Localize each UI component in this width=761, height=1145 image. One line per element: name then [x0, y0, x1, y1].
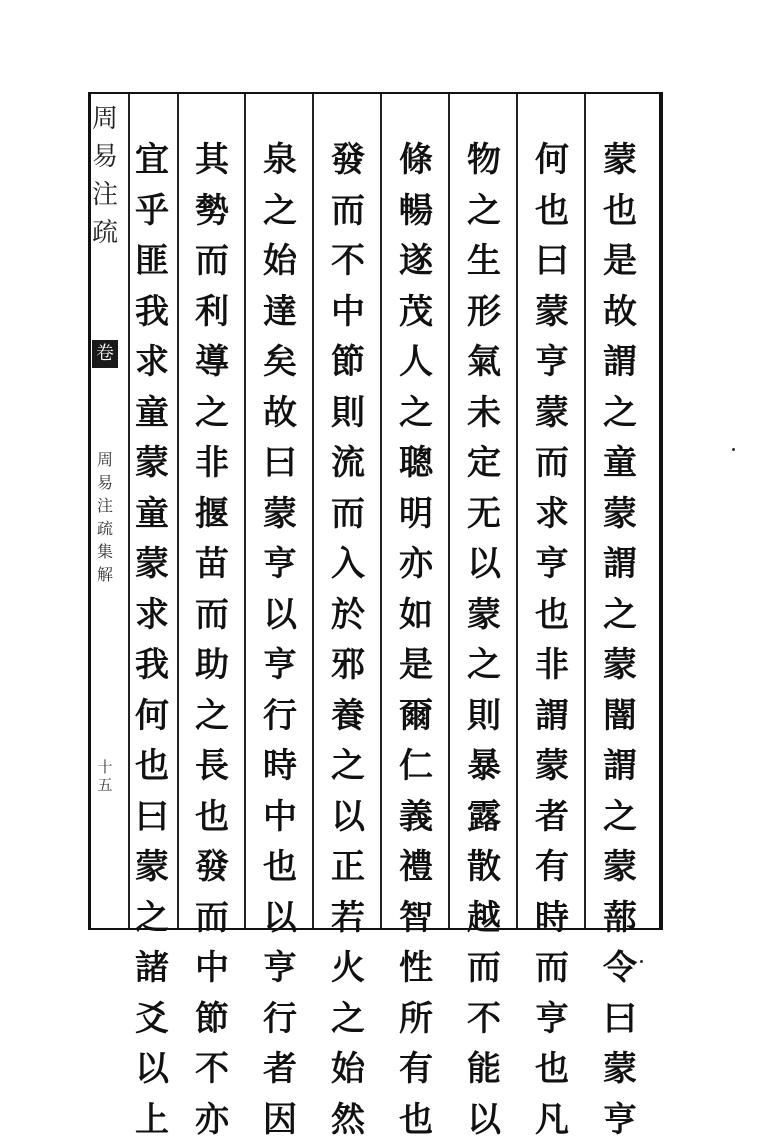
glyph: 而	[535, 943, 569, 994]
glyph: 是	[603, 236, 637, 287]
glyph: 以	[467, 1095, 501, 1145]
glyph: 蒙	[535, 741, 569, 792]
glyph: 故	[603, 287, 637, 338]
glyph: 蒙	[263, 489, 297, 540]
glyph: 以	[135, 1044, 169, 1095]
glyph: 蒙	[603, 489, 637, 540]
glyph: 蒙	[535, 287, 569, 338]
glyph: 也	[535, 1044, 569, 1095]
glyph: 條	[399, 135, 433, 186]
glyph: 亦	[195, 1095, 229, 1145]
glyph: 火	[331, 943, 365, 994]
glyph: 曰	[263, 438, 297, 489]
glyph: 童	[135, 489, 169, 540]
glyph: 蒙	[135, 539, 169, 590]
text-column-5	[319, 135, 377, 925]
glyph: 有	[399, 1044, 433, 1095]
glyph: 者	[535, 792, 569, 843]
glyph: 周	[97, 448, 113, 471]
glyph: 也	[603, 186, 637, 237]
glyph: 五	[97, 776, 112, 794]
glyph: 闇	[603, 691, 637, 742]
glyph: 蒙	[467, 590, 501, 641]
glyph: 形	[467, 287, 501, 338]
glyph: 始	[263, 236, 297, 287]
glyph: 時	[263, 741, 297, 792]
text-column-1	[591, 135, 649, 925]
glyph: 无	[467, 489, 501, 540]
glyph: 而	[195, 893, 229, 944]
glyph: 暴	[467, 741, 501, 792]
glyph: 然	[331, 1095, 365, 1145]
glyph: 解	[97, 563, 113, 586]
glyph: 因	[263, 1095, 297, 1145]
glyph: 生	[467, 236, 501, 287]
glyph: 不	[467, 994, 501, 1045]
page-number	[94, 758, 116, 794]
text-column-6	[251, 135, 309, 925]
glyph: 蒙	[535, 388, 569, 439]
glyph: 邪	[331, 640, 365, 691]
glyph: 茂	[399, 287, 433, 338]
column-divider	[584, 94, 586, 928]
glyph: 之	[467, 640, 501, 691]
glyph: 謂	[603, 539, 637, 590]
text-column-2	[523, 135, 581, 925]
glyph: 故	[263, 388, 297, 439]
glyph: 養	[331, 691, 365, 742]
glyph: 注	[97, 494, 113, 517]
glyph: 乎	[135, 186, 169, 237]
glyph: 助	[195, 640, 229, 691]
glyph: 暢	[399, 186, 433, 237]
glyph: 中	[263, 792, 297, 843]
glyph: 之	[603, 792, 637, 843]
glyph: 之	[603, 590, 637, 641]
glyph: 中	[195, 943, 229, 994]
glyph: 明	[399, 489, 433, 540]
glyph: 以	[467, 539, 501, 590]
glyph: 亨	[263, 943, 297, 994]
glyph: 氣	[467, 337, 501, 388]
ink-speck	[732, 448, 735, 451]
glyph: 而	[195, 590, 229, 641]
glyph: 以	[263, 893, 297, 944]
glyph: 亨	[535, 337, 569, 388]
glyph: 謂	[603, 741, 637, 792]
glyph: 蒙	[603, 135, 637, 186]
glyph: 達	[263, 287, 297, 338]
glyph: 入	[331, 539, 365, 590]
glyph: 之	[195, 388, 229, 439]
glyph: 周	[92, 100, 118, 138]
glyph: 求	[135, 590, 169, 641]
glyph: 若	[331, 893, 365, 944]
glyph: 之	[331, 994, 365, 1045]
glyph: 者	[263, 1044, 297, 1095]
glyph: 我	[135, 287, 169, 338]
glyph: 節	[195, 994, 229, 1045]
glyph: 苗	[195, 539, 229, 590]
glyph: 亨	[535, 994, 569, 1045]
glyph: 時	[535, 893, 569, 944]
glyph: 能	[467, 1044, 501, 1095]
glyph: 義	[399, 792, 433, 843]
glyph: 也	[195, 792, 229, 843]
book-title	[92, 100, 118, 252]
glyph: 是	[399, 640, 433, 691]
glyph: 而	[331, 186, 365, 237]
glyph: 矣	[263, 337, 297, 388]
glyph: 中	[331, 287, 365, 338]
glyph: 宜	[135, 135, 169, 186]
glyph: 令	[603, 943, 637, 994]
glyph: 我	[135, 640, 169, 691]
glyph: 曰	[135, 792, 169, 843]
glyph: 蒙	[603, 842, 637, 893]
glyph: 謂	[603, 337, 637, 388]
glyph: 爻	[135, 994, 169, 1045]
glyph: 仁	[399, 741, 433, 792]
glyph: 蒙	[135, 842, 169, 893]
glyph: 注	[92, 176, 118, 214]
glyph: 也	[535, 186, 569, 237]
glyph: 以	[331, 792, 365, 843]
glyph: 未	[467, 388, 501, 439]
glyph: 童	[603, 438, 637, 489]
glyph: 也	[263, 842, 297, 893]
glyph: 節	[331, 337, 365, 388]
glyph: 之	[135, 893, 169, 944]
glyph: 易	[92, 138, 118, 176]
glyph: 也	[135, 741, 169, 792]
column-divider	[312, 94, 314, 928]
glyph: 聰	[399, 438, 433, 489]
glyph: 而	[331, 489, 365, 540]
glyph: 集	[97, 540, 113, 563]
glyph: 易	[97, 471, 113, 494]
glyph: 於	[331, 590, 365, 641]
glyph: 流	[331, 438, 365, 489]
book-subtitle	[94, 448, 116, 586]
column-divider	[448, 94, 450, 928]
glyph: 揠	[195, 489, 229, 540]
text-column-8	[124, 135, 180, 925]
glyph: 疏	[97, 517, 113, 540]
text-column-7	[183, 135, 241, 925]
glyph: 求	[135, 337, 169, 388]
glyph: 利	[195, 287, 229, 338]
glyph: 諸	[135, 943, 169, 994]
glyph: 亨	[263, 640, 297, 691]
glyph: 不	[331, 236, 365, 287]
glyph: 之	[399, 388, 433, 439]
glyph: 而	[467, 943, 501, 994]
glyph: 長	[195, 741, 229, 792]
glyph: 正	[331, 842, 365, 893]
glyph: 十	[97, 758, 112, 776]
glyph: 凡	[535, 1095, 569, 1145]
glyph: 始	[331, 1044, 365, 1095]
glyph: 泉	[263, 135, 297, 186]
glyph: 爾	[399, 691, 433, 742]
glyph: 童	[135, 388, 169, 439]
glyph: 則	[331, 388, 365, 439]
glyph: 人	[399, 337, 433, 388]
glyph: 遂	[399, 236, 433, 287]
glyph: 謂	[535, 691, 569, 742]
glyph: 之	[331, 741, 365, 792]
glyph: 之	[195, 691, 229, 742]
glyph: 以	[263, 590, 297, 641]
column-divider	[244, 94, 246, 928]
glyph: 智	[399, 893, 433, 944]
glyph: 禮	[399, 842, 433, 893]
glyph: 蒙	[603, 640, 637, 691]
glyph: 蒙	[603, 1044, 637, 1095]
glyph: 而	[195, 236, 229, 287]
glyph: 非	[195, 438, 229, 489]
glyph: 之	[263, 186, 297, 237]
glyph: 何	[535, 135, 569, 186]
glyph: 性	[399, 943, 433, 994]
glyph: 有	[535, 842, 569, 893]
text-column-3	[455, 135, 513, 925]
glyph: 蒙	[135, 438, 169, 489]
glyph: 行	[263, 691, 297, 742]
glyph: 發	[331, 135, 365, 186]
glyph: 非	[535, 640, 569, 691]
glyph: 亨	[263, 539, 297, 590]
glyph: 不	[195, 1044, 229, 1095]
glyph: 行	[263, 994, 297, 1045]
glyph: 露	[467, 792, 501, 843]
glyph: 越	[467, 893, 501, 944]
glyph: 如	[399, 590, 433, 641]
glyph: 所	[399, 994, 433, 1045]
glyph: 疏	[92, 214, 118, 252]
glyph: 導	[195, 337, 229, 388]
glyph: 之	[467, 186, 501, 237]
glyph: 亦	[399, 539, 433, 590]
glyph: 亨	[603, 1095, 637, 1145]
ink-speck	[640, 960, 643, 963]
glyph: 也	[535, 590, 569, 641]
glyph: 上	[135, 1095, 169, 1145]
glyph: 何	[135, 691, 169, 742]
glyph: 散	[467, 842, 501, 893]
glyph: 曰	[535, 236, 569, 287]
glyph: 蔀	[603, 893, 637, 944]
glyph: 定	[467, 438, 501, 489]
volume-marker: 卷	[92, 340, 118, 368]
glyph: 勢	[195, 186, 229, 237]
glyph: 也	[399, 1095, 433, 1145]
glyph: 而	[535, 438, 569, 489]
column-divider	[516, 94, 518, 928]
glyph: 則	[467, 691, 501, 742]
glyph: 發	[195, 842, 229, 893]
glyph: 其	[195, 135, 229, 186]
glyph: 亨	[535, 539, 569, 590]
column-divider	[380, 94, 382, 928]
glyph: 之	[603, 388, 637, 439]
text-column-4	[387, 135, 445, 925]
glyph: 求	[535, 489, 569, 540]
glyph: 匪	[135, 236, 169, 287]
glyph: 曰	[603, 994, 637, 1045]
glyph: 物	[467, 135, 501, 186]
